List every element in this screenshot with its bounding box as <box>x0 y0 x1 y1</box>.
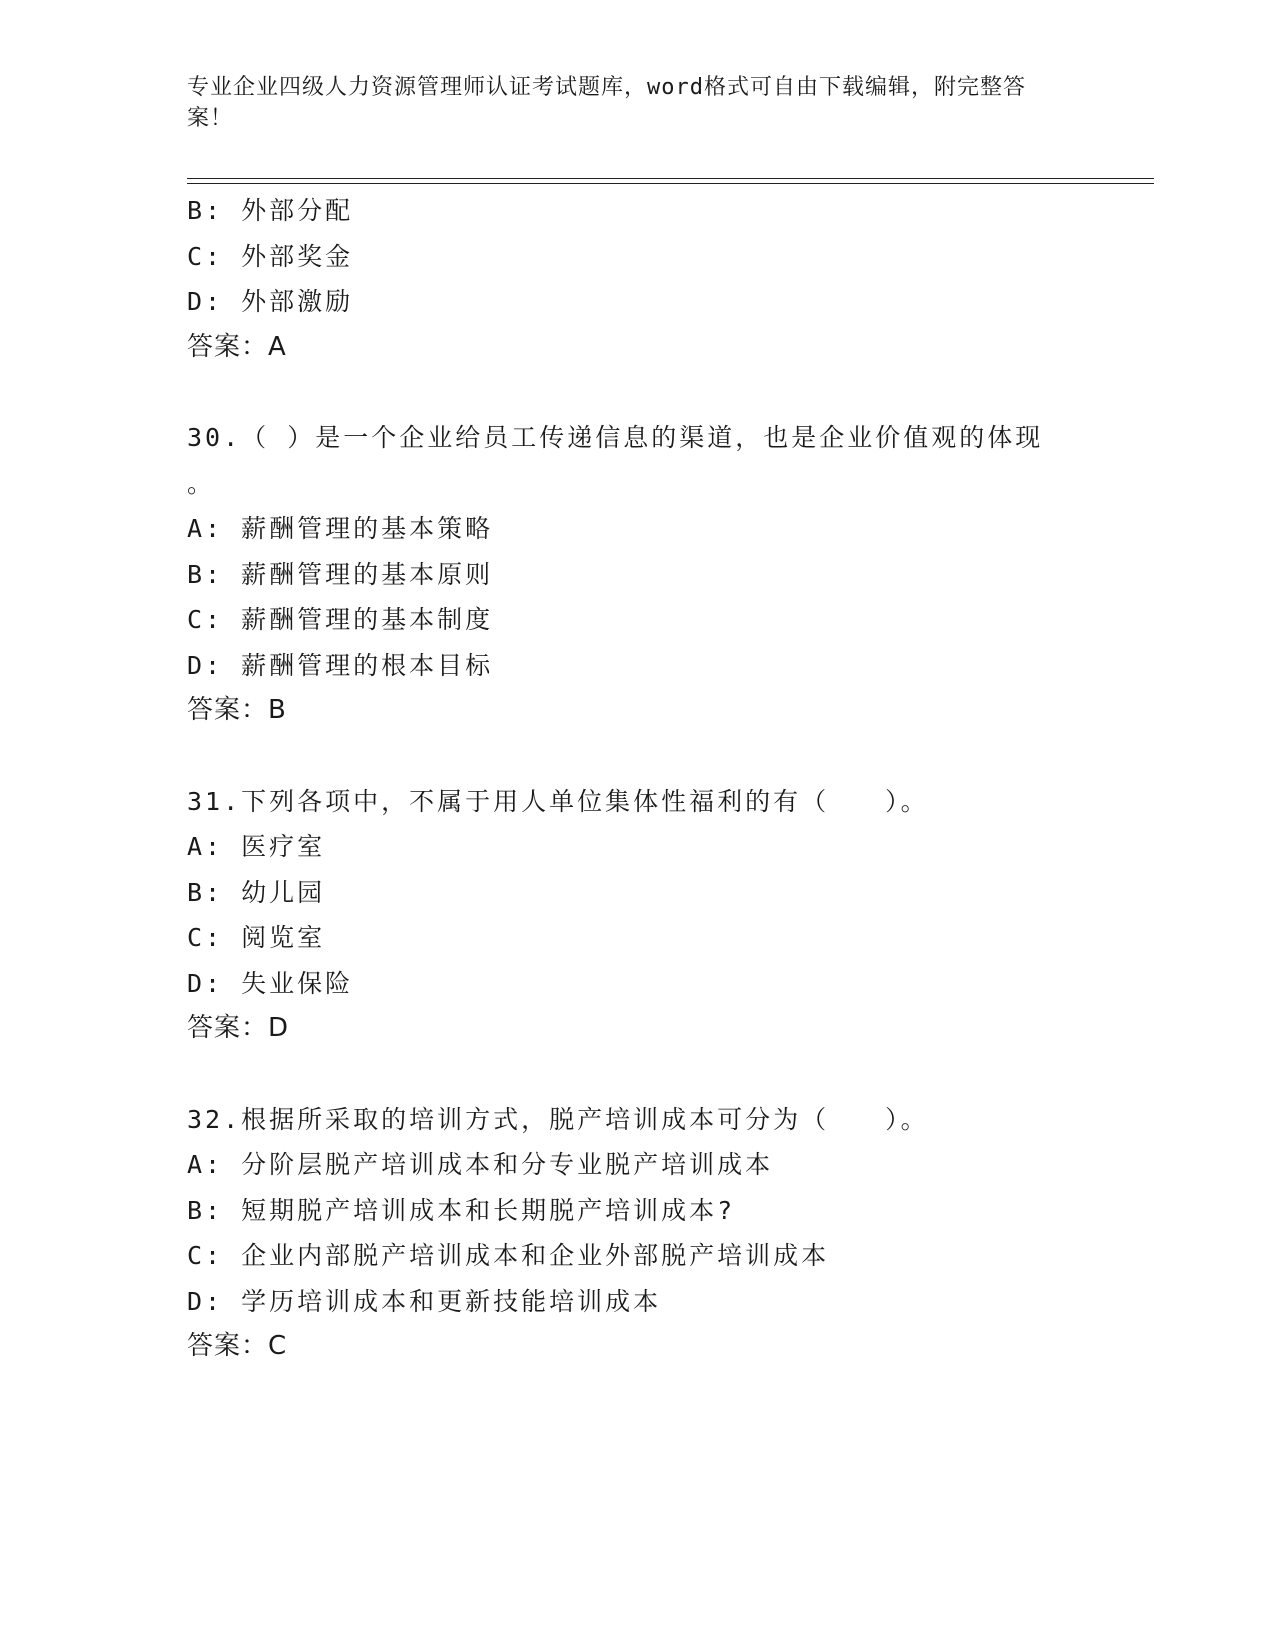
spacer <box>187 1052 1087 1097</box>
answer-label: 答案：A <box>187 331 287 362</box>
header-divider-top <box>187 178 1154 179</box>
question-stem: 30.（ ）是一个企业给员工传递信息的渠道，也是企业价值观的体现 <box>187 423 1044 452</box>
option-b: B: 外部分配 <box>187 196 354 225</box>
page-header: 专业企业四级人力资源管理师认证考试题库，word格式可自由下载编辑，附完整答案！ <box>187 75 1026 131</box>
option-c: C: 外部奖金 <box>187 241 354 271</box>
option-d: D: 薪酬管理的根本目标 <box>187 650 494 680</box>
option-b: B: 短期脱产培训成本和长期脱产培训成本? <box>187 1195 736 1225</box>
question-30 <box>187 415 1087 734</box>
question-stem: 32.根据所采取的培训方式，脱产培训成本可分为（ ）。 <box>187 1104 929 1134</box>
spacer <box>187 734 1087 779</box>
question-list <box>187 188 1087 1370</box>
question-32 <box>187 1097 1087 1370</box>
option-c: C: 企业内部脱产培训成本和企业外部脱产培训成本 <box>187 1241 830 1270</box>
option-d: D: 学历培训成本和更新技能培训成本 <box>187 1286 662 1316</box>
option-d: D: 外部激励 <box>187 287 354 316</box>
header-divider-bottom <box>187 183 1154 184</box>
answer-label: 答案：B <box>187 695 287 725</box>
question-stem-tail: 。 <box>187 468 213 498</box>
question-31 <box>187 779 1087 1052</box>
question-stem: 31.下列各项中，不属于用人单位集体性福利的有（ ）。 <box>187 786 929 816</box>
option-b: B: 薪酬管理的基本原则 <box>187 559 494 589</box>
option-a: A: 医疗室 <box>187 832 326 861</box>
option-b: B: 幼儿园 <box>187 877 326 907</box>
spacer <box>187 370 1087 415</box>
option-a: A: 分阶层脱产培训成本和分专业脱产培训成本 <box>187 1150 774 1179</box>
carryover-question <box>187 188 1087 370</box>
answer-label: 答案：D <box>187 1013 290 1043</box>
option-a: A: 薪酬管理的基本策略 <box>187 514 494 543</box>
option-c: C: 薪酬管理的基本制度 <box>187 605 494 634</box>
option-d: D: 失业保险 <box>187 968 354 998</box>
answer-label: 答案：C <box>187 1331 288 1361</box>
option-c: C: 阅览室 <box>187 923 326 952</box>
